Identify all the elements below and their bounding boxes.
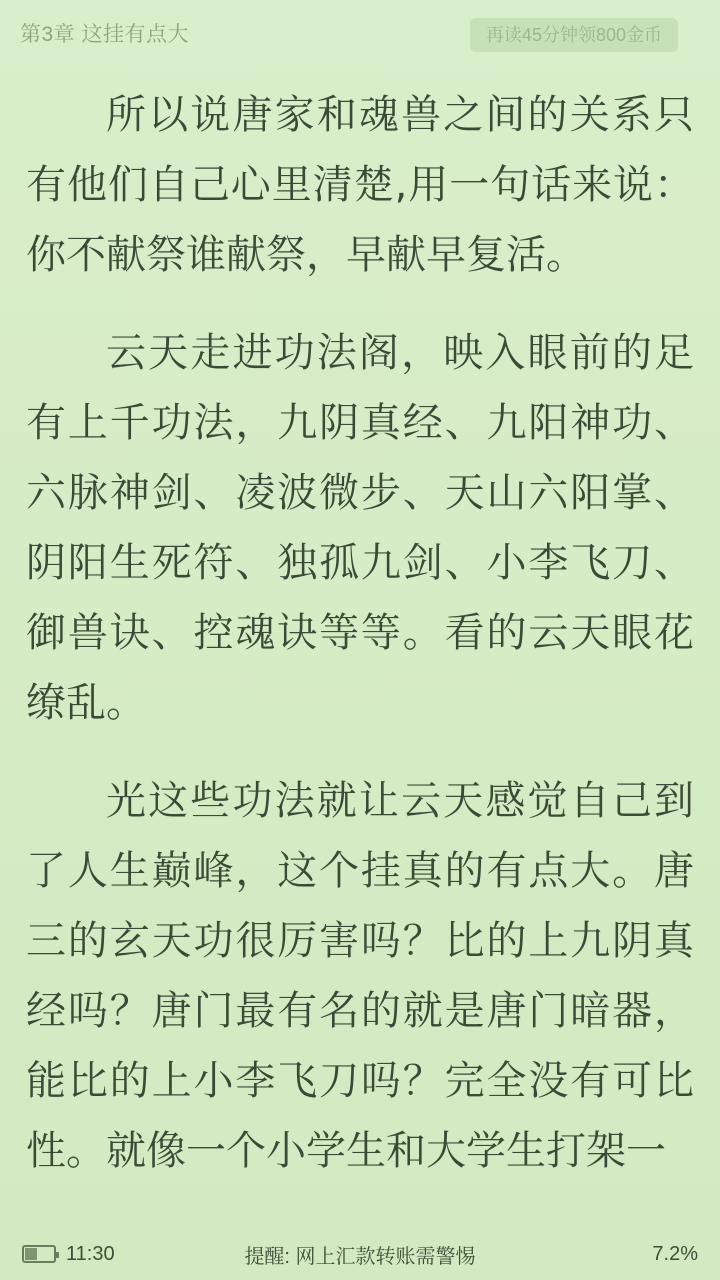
paragraph: 云天走进功法阁，映入眼前的足有上千功法，九阴真经、九阳神功、六脉神剑、凌波微步、天山六阳掌、阴阳生死符、独孤九剑、小李飞刀、御兽诀、控魂诀等等。看的云天眼花缭乱。 xyxy=(26,330,694,726)
reading-progress: 7.2% xyxy=(652,1242,698,1265)
clock-label: 11:30 xyxy=(66,1242,115,1265)
reader-header xyxy=(0,0,720,66)
reading-reward-button[interactable]: 再读45分钟领800金币 xyxy=(470,18,678,52)
paragraph: 光这些功法就让云天感觉自己到了人生巅峰，这个挂真的有点大。唐三的玄天功很厉害吗？比的上九阴真经吗？唐门最有名的就是唐门暗器，能比的上小李飞刀吗？完全没有可比性。就像一个小学生和大学生打架一 xyxy=(26,778,694,1174)
paragraph: 所以说唐家和魂兽之间的关系只有他们自己心里清楚,用一句话来说：你不献祭谁献祭，早献早复活。 xyxy=(26,92,694,278)
reader-footer xyxy=(0,1228,720,1280)
chapter-title: 第3章 这挂有点大 xyxy=(20,23,190,46)
footer-tip: 提醒: 网上汇款转账需警惕 xyxy=(244,1245,476,1268)
book-content[interactable] xyxy=(0,66,720,1228)
footer-status xyxy=(22,1243,182,1266)
battery-icon xyxy=(22,1245,56,1263)
